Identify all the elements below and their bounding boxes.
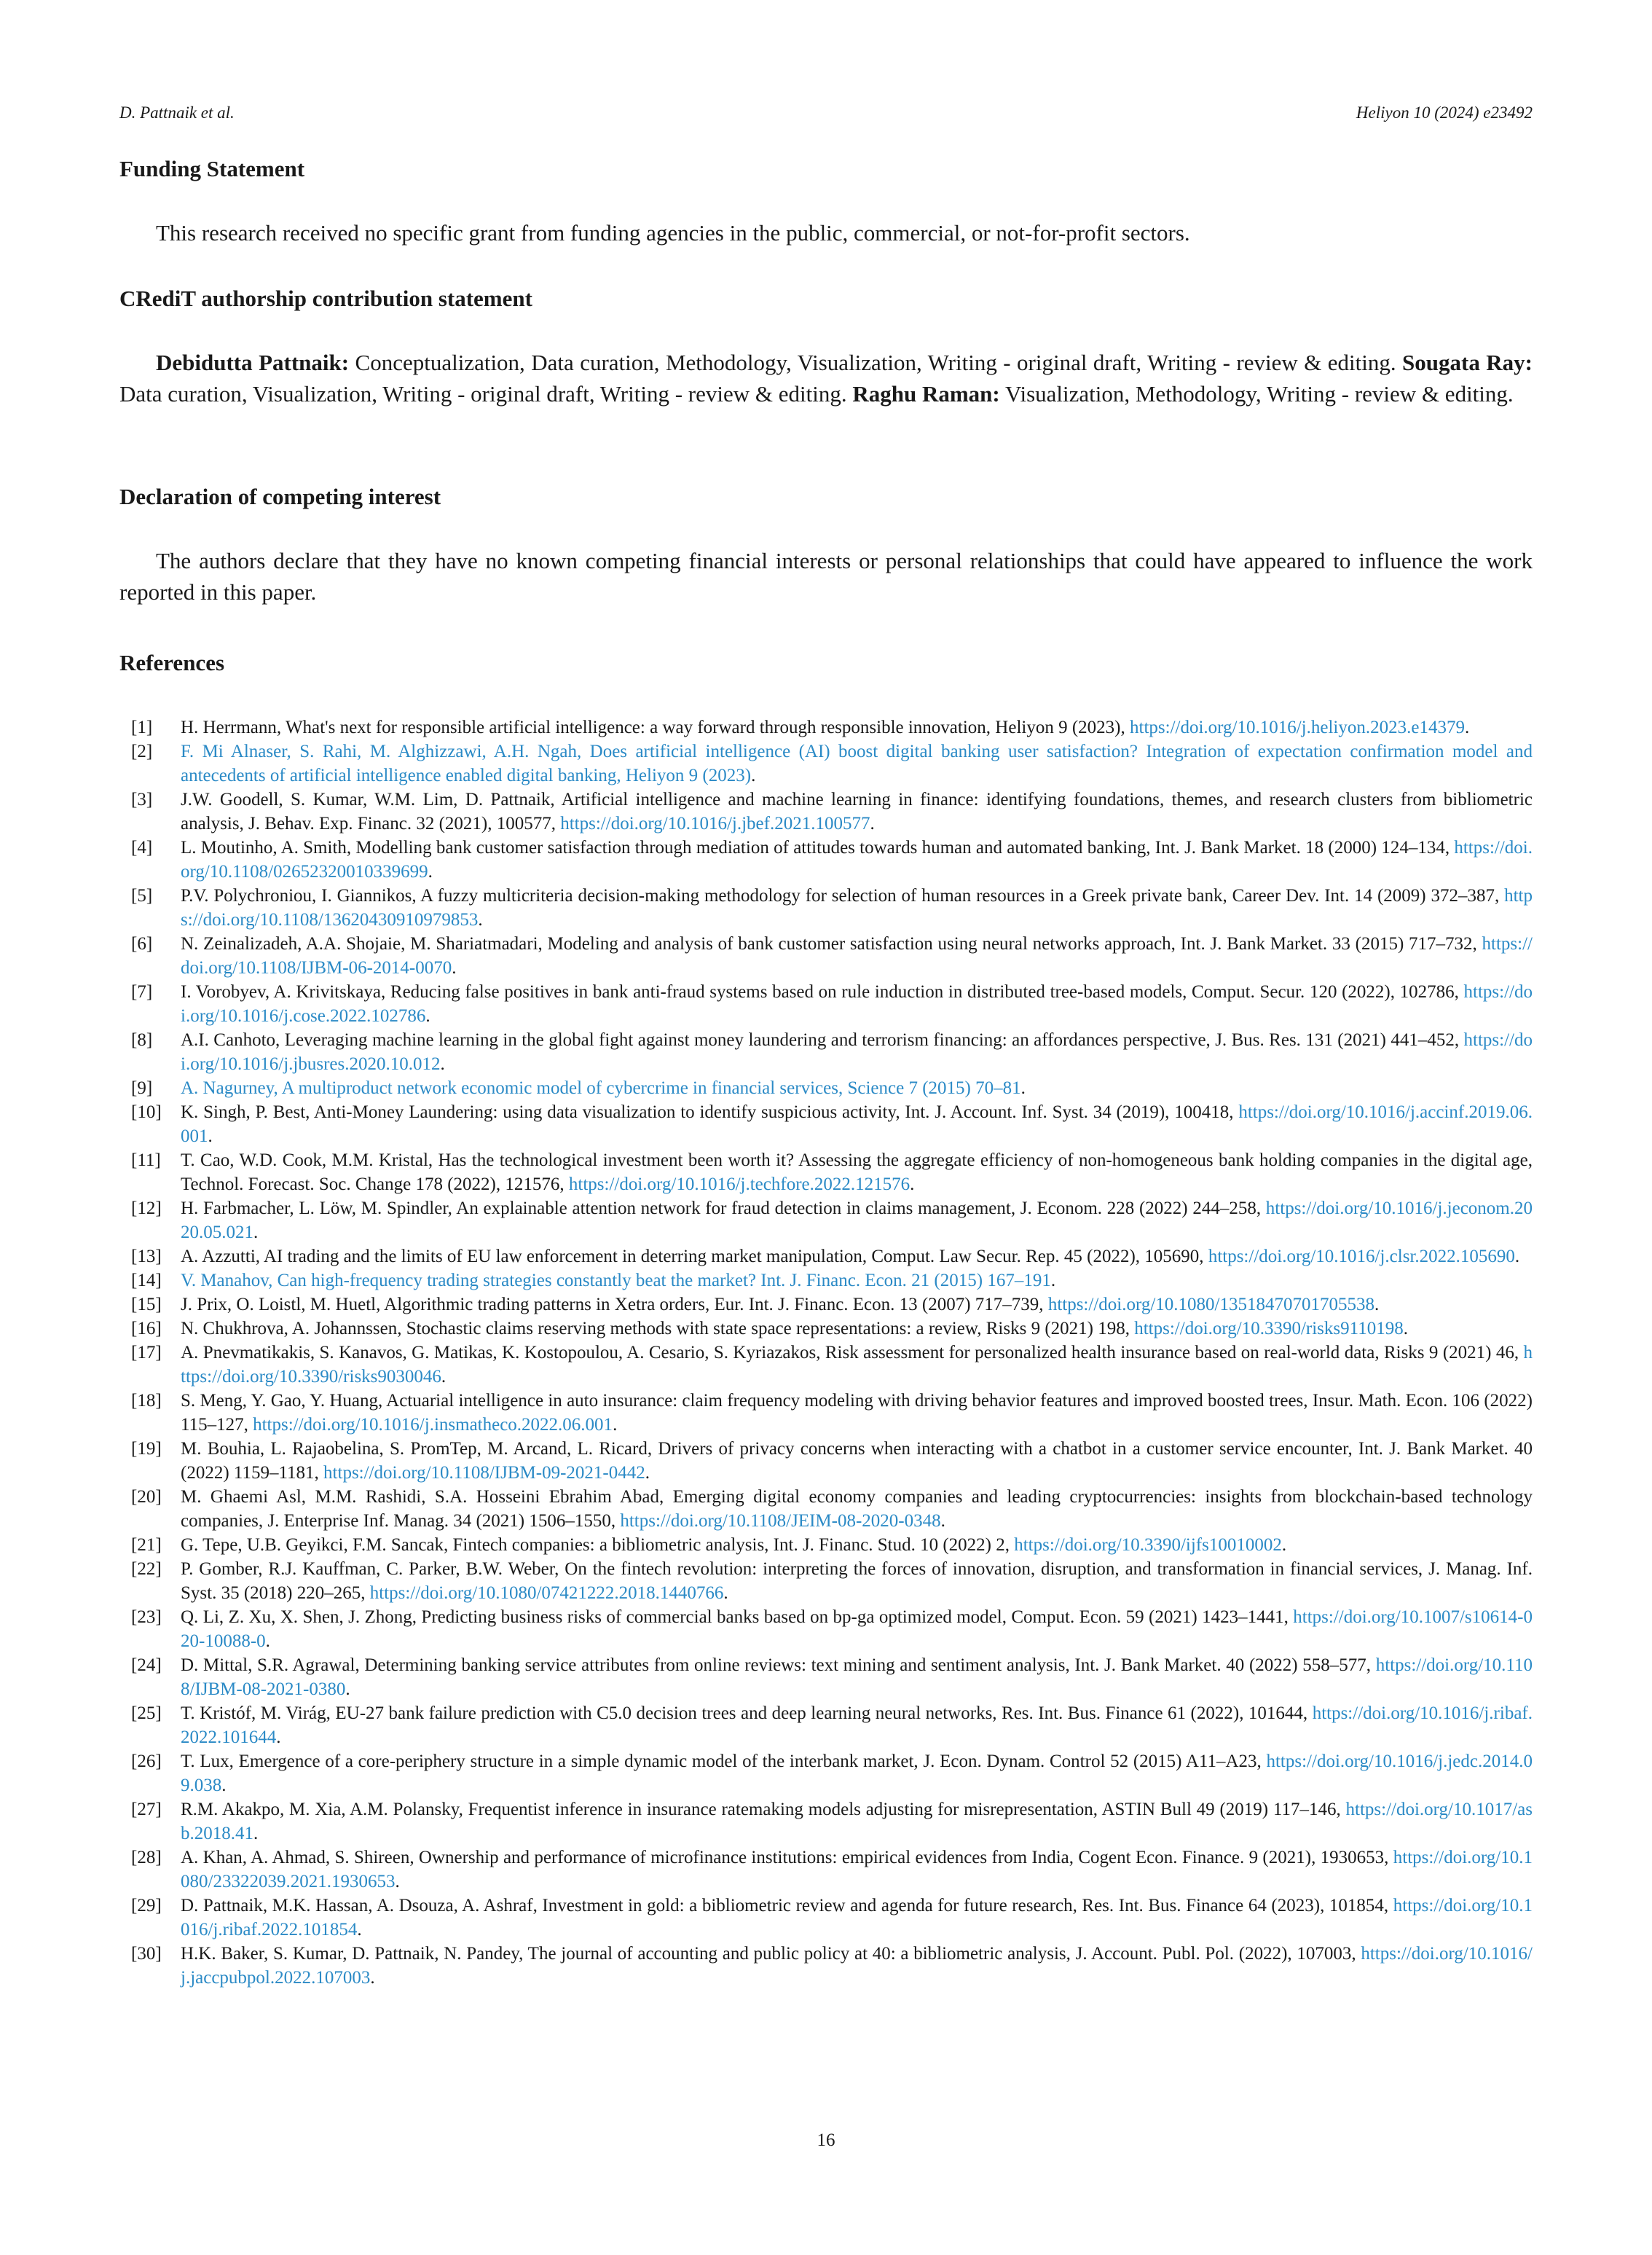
reference-text: P. Gomber, R.J. Kauffman, C. Parker, B.W. Weber, On the fintech revolution: interpreting the forces of innovation, disruption, and transformation in financial services, J. Manag. Inf. Syst. 35 (2018) 220–265, <box>181 1559 1533 1603</box>
reference-item <box>119 1894 1533 1942</box>
reference-number: [25] <box>131 1703 162 1723</box>
reference-link[interactable]: https://doi.org/10.1108/13620430910979853 <box>181 886 1533 930</box>
reference-link[interactable]: https://doi.org/10.1016/j.cose.2022.102786 <box>181 982 1533 1026</box>
reference-text: H. Herrmann, What's next for responsible artificial intelligence: a way forward through responsible innovation, Heliyon 9 (2023), <box>181 718 1130 737</box>
reference-tail: . <box>940 1511 945 1531</box>
reference-link[interactable]: A. Nagurney, A multiproduct network economic model of cybercrime in financial services, Science 7 (2015) 70–81 <box>181 1078 1021 1098</box>
reference-link[interactable]: V. Manahov, Can high-frequency trading strategies constantly beat the market? Int. J. Financ. Econ. 21 (2015) 167–191 <box>181 1271 1051 1290</box>
reference-number: [20] <box>131 1487 162 1507</box>
reference-link[interactable]: https://doi.org/10.1108/IJBM-06-2014-0070 <box>181 934 1533 978</box>
reference-tail: . <box>478 910 483 930</box>
reference-item <box>119 1100 1533 1148</box>
author-2-roles: Data curation, Visualization, Writing - original draft, Writing - review & editing. <box>119 381 853 407</box>
reference-text: J.W. Goodell, S. Kumar, W.M. Lim, D. Pattnaik, Artificial intelligence and machine learning in finance: identifying foundations, themes, and research clusters from bibliometric analysis, J. Behav. Exp. Financ. 32 (2021), 100577, <box>181 790 1533 834</box>
reference-item <box>119 1293 1533 1317</box>
reference-item <box>119 1437 1533 1485</box>
reference-tail: . <box>1020 1078 1026 1098</box>
credit-text <box>119 347 1533 409</box>
reference-number: [26] <box>131 1752 162 1771</box>
author-3-roles: Visualization, Methodology, Writing - review & editing. <box>999 381 1514 407</box>
reference-tail: . <box>441 1367 447 1387</box>
funding-text: This research received no specific grant from funding agencies in the public, commercial, or not-for-profit sectors. <box>156 220 1190 246</box>
reference-tail: . <box>1403 1319 1408 1338</box>
reference-item <box>119 1028 1533 1076</box>
reference-link[interactable]: https://doi.org/10.1016/j.heliyon.2023.e14379 <box>1130 718 1465 737</box>
reference-tail: . <box>1050 1271 1056 1290</box>
reference-number: [29] <box>131 1896 162 1915</box>
reference-link[interactable]: https://doi.org/10.1108/IJBM-08-2021-0380 <box>181 1655 1533 1699</box>
reference-tail: . <box>370 1968 375 1988</box>
reference-link[interactable]: https://doi.org/10.1016/j.jbusres.2020.10.012 <box>181 1030 1533 1074</box>
reference-text: T. Lux, Emergence of a core-periphery structure in a simple dynamic model of the interbank market, J. Econ. Dynam. Control 52 (2015) A11–A23, <box>181 1752 1267 1771</box>
reference-number: [17] <box>131 1343 162 1362</box>
reference-link[interactable]: https://doi.org/10.1016/j.jaccpubpol.2022.107003 <box>181 1944 1533 1988</box>
reference-item <box>119 1797 1533 1846</box>
reference-number: [14] <box>131 1271 162 1290</box>
reference-item <box>119 1196 1533 1244</box>
reference-tail: . <box>425 1006 430 1026</box>
reference-tail: . <box>910 1174 915 1194</box>
reference-text: G. Tepe, U.B. Geyikci, F.M. Sancak, Fintech companies: a bibliometric analysis, Int. J. Financ. Stud. 10 (2022) 2, <box>181 1535 1015 1555</box>
reference-number: [8] <box>131 1030 153 1050</box>
reference-tail: . <box>723 1583 728 1603</box>
reference-link[interactable]: https://doi.org/10.3390/ijfs10010002 <box>1014 1535 1282 1555</box>
reference-link[interactable]: https://doi.org/10.1007/s10614-020-10088-0 <box>181 1607 1533 1651</box>
reference-number: [1] <box>131 718 153 737</box>
reference-text: D. Mittal, S.R. Agrawal, Determining banking service attributes from online reviews: text mining and sentiment analysis, Int. J. Bank Market. 40 (2022) 558–577, <box>181 1655 1376 1675</box>
reference-tail: . <box>253 1223 259 1242</box>
reference-item <box>119 1846 1533 1894</box>
reference-number: [27] <box>131 1800 162 1819</box>
reference-text: N. Zeinalizadeh, A.A. Shojaie, M. Shariatmadari, Modeling and analysis of bank customer satisfaction using neural networks approach, Int. J. Bank Market. 33 (2015) 717–732, <box>181 934 1482 954</box>
credit-heading: CRediT authorship contribution statement <box>119 286 532 311</box>
reference-item <box>119 715 1533 740</box>
reference-item <box>119 1942 1533 1990</box>
reference-item <box>119 1148 1533 1196</box>
reference-list <box>119 715 1533 1990</box>
reference-tail: . <box>345 1679 350 1699</box>
author-1-roles: Conceptualization, Data curation, Methodology, Visualization, Writing - original draft, Writing - review & editing. <box>349 350 1403 375</box>
reference-text: M. Ghaemi Asl, M.M. Rashidi, S.A. Hosseini Ebrahim Abad, Emerging digital economy companies and leading cryptocurrencies: insights from blockchain-based technology companies, J. Enterprise Inf. Manag. 34 (2021) 1506–1550, <box>181 1487 1533 1531</box>
reference-number: [13] <box>131 1247 162 1266</box>
reference-text: A. Azzutti, AI trading and the limits of EU law enforcement in deterring market manipulation, Comput. Law Secur. Rep. 45 (2022), 105690, <box>181 1247 1208 1266</box>
reference-tail: . <box>208 1126 213 1146</box>
reference-number: [11] <box>131 1150 161 1170</box>
reference-item <box>119 1749 1533 1797</box>
reference-link[interactable]: https://doi.org/10.1016/j.jedc.2014.09.038 <box>181 1752 1533 1795</box>
reference-number: [7] <box>131 982 153 1002</box>
reference-tail: . <box>1281 1535 1287 1555</box>
header-journal: Heliyon 10 (2024) e23492 <box>1356 103 1533 122</box>
reference-number: [19] <box>131 1439 162 1459</box>
reference-number: [10] <box>131 1102 162 1122</box>
reference-tail: . <box>1374 1295 1380 1314</box>
reference-link[interactable]: https://doi.org/10.1108/JEIM-08-2020-0348 <box>620 1511 941 1531</box>
references-heading: References <box>119 650 225 675</box>
reference-link[interactable]: https://doi.org/10.1016/j.jeconom.2020.05.021 <box>181 1199 1533 1242</box>
reference-number: [18] <box>131 1391 162 1411</box>
reference-item <box>119 1485 1533 1533</box>
reference-link[interactable]: https://doi.org/10.1017/asb.2018.41 <box>181 1800 1533 1843</box>
reference-item <box>119 1533 1533 1557</box>
author-2-name: Sougata Ray: <box>1402 350 1533 375</box>
reference-text: S. Meng, Y. Gao, Y. Huang, Actuarial intelligence in auto insurance: claim frequency modeling with driving behavior features and improved boosted trees, Insur. Math. Econ. 106 (2022) 115–127, <box>181 1391 1533 1435</box>
page-number: 16 <box>817 2130 835 2150</box>
reference-link[interactable]: https://doi.org/10.1016/j.jbef.2021.100577 <box>560 814 870 834</box>
header-authors: D. Pattnaik et al. <box>119 103 235 122</box>
reference-tail: . <box>265 1631 270 1651</box>
reference-item <box>119 932 1533 980</box>
reference-number: [3] <box>131 790 153 809</box>
reference-number: [28] <box>131 1848 162 1867</box>
reference-item <box>119 1653 1533 1701</box>
reference-number: [2] <box>131 742 153 761</box>
reference-link[interactable]: https://doi.org/10.1108/IJBM-09-2021-0442 <box>323 1463 645 1483</box>
reference-link[interactable]: https://doi.org/10.1080/13518470701705538 <box>1047 1295 1374 1314</box>
reference-link[interactable]: F. Mi Alnaser, S. Rahi, M. Alghizzawi, A.H. Ngah, Does artificial intelligence (AI) boost digital banking user satisfaction? Integration of expectation confirmation model and antecedents of artificial intelligence enabled digital banking, Heliyon 9 (2023) <box>181 742 1533 785</box>
reference-link[interactable]: https://doi.org/10.1108/02652320010339699 <box>181 838 1533 882</box>
reference-tail: . <box>357 1920 362 1940</box>
reference-text: Q. Li, Z. Xu, X. Shen, J. Zhong, Predicting business risks of commercial banks based on bp-ga optimized model, Comput. Econ. 59 (2021) 1423–1441, <box>181 1607 1294 1627</box>
reference-item <box>119 1389 1533 1437</box>
reference-text: P.V. Polychroniou, I. Giannikos, A fuzzy multicriteria decision-making methodology for selection of human resources in a Greek private bank, Career Dev. Int. 14 (2009) 372–387, <box>181 886 1505 906</box>
reference-number: [4] <box>131 838 153 858</box>
reference-number: [24] <box>131 1655 162 1675</box>
reference-number: [30] <box>131 1944 162 1964</box>
reference-text: A.I. Canhoto, Leveraging machine learning in the global fight against money laundering and terrorism financing: an affordances perspective, J. Bus. Res. 131 (2021) 441–452, <box>181 1030 1464 1050</box>
reference-text: D. Pattnaik, M.K. Hassan, A. Dsouza, A. Ashraf, Investment in gold: a bibliometric review and agenda for future research, Res. Int. Bus. Finance 64 (2023), 101854, <box>181 1896 1393 1915</box>
reference-tail: . <box>428 862 433 882</box>
reference-item <box>119 788 1533 836</box>
reference-number: [21] <box>131 1535 162 1555</box>
reference-text: M. Bouhia, L. Rajaobelina, S. PromTep, M. Arcand, L. Ricard, Drivers of privacy concerns when interacting with a chatbot in a customer service encounter, Int. J. Bank Market. 40 (2022) 1159–1181, <box>181 1439 1533 1483</box>
reference-tail: . <box>1514 1247 1520 1266</box>
reference-number: [9] <box>131 1078 153 1098</box>
reference-text: T. Cao, W.D. Cook, M.M. Kristal, Has the technological investment been worth it? Assessing the aggregate efficiency of non-homogeneous bank holding companies in the digital age, Technol. Forecast. Soc. Change 178 (2022), 121576, <box>181 1150 1533 1194</box>
reference-item <box>119 1317 1533 1341</box>
reference-link[interactable]: https://doi.org/10.1016/j.accinf.2019.06.001 <box>181 1102 1533 1146</box>
reference-item <box>119 1268 1533 1293</box>
reference-tail: . <box>221 1776 227 1795</box>
reference-tail: . <box>253 1824 259 1843</box>
reference-number: [16] <box>131 1319 162 1338</box>
reference-text: L. Moutinho, A. Smith, Modelling bank customer satisfaction through mediation of attitudes towards human and automated banking, Int. J. Bank Market. 18 (2000) 124–134, <box>181 838 1455 858</box>
reference-text: H. Farbmacher, L. Löw, M. Spindler, An explainable attention network for fraud detection in claims management, J. Econom. 228 (2022) 244–258, <box>181 1199 1266 1218</box>
reference-item <box>119 1557 1533 1605</box>
reference-tail: . <box>613 1415 618 1435</box>
reference-text: I. Vorobyev, A. Krivitskaya, Reducing false positives in bank anti-fraud systems based on rule induction in distributed tree-based models, Comput. Secur. 120 (2022), 102786, <box>181 982 1464 1002</box>
reference-number: [23] <box>131 1607 162 1627</box>
competing-heading: Declaration of competing interest <box>119 484 441 509</box>
reference-text: R.M. Akakpo, M. Xia, A.M. Polansky, Frequentist inference in insurance ratemaking models adjusting for misrepresentation, ASTIN Bull 49 (2019) 117–146, <box>181 1800 1346 1819</box>
reference-link[interactable]: https://doi.org/10.1016/j.insmatheco.2022.06.001 <box>253 1415 613 1435</box>
reference-link[interactable]: https://doi.org/10.1080/07421222.2018.1440766 <box>369 1583 724 1603</box>
reference-item <box>119 740 1533 788</box>
reference-item <box>119 884 1533 932</box>
reference-number: [12] <box>131 1199 162 1218</box>
reference-link[interactable]: https://doi.org/10.3390/risks9030046 <box>181 1343 1533 1387</box>
reference-text: A. Khan, A. Ahmad, S. Shireen, Ownership and performance of microfinance institutions: empirical evidences from India, Cogent Econ. Finance. 9 (2021), 1930653, <box>181 1848 1393 1867</box>
competing-text: The authors declare that they have no known competing financial interests or personal relationships that could have appeared to influence the work reported in this paper. <box>119 548 1533 605</box>
reference-tail: . <box>751 766 756 785</box>
author-1-name: Debidutta Pattnaik: <box>156 350 350 375</box>
reference-tail: . <box>276 1727 281 1747</box>
reference-item <box>119 1076 1533 1100</box>
reference-link[interactable]: https://doi.org/10.1016/j.clsr.2022.105690 <box>1208 1247 1515 1266</box>
reference-text: N. Chukhrova, A. Johannssen, Stochastic claims reserving methods with state space representations: a review, Risks 9 (2021) 198, <box>181 1319 1135 1338</box>
reference-tail: . <box>1464 718 1470 737</box>
reference-number: [15] <box>131 1295 162 1314</box>
reference-item <box>119 1244 1533 1268</box>
reference-item <box>119 980 1533 1028</box>
reference-link[interactable]: https://doi.org/10.3390/risks9110198 <box>1134 1319 1404 1338</box>
reference-link[interactable]: https://doi.org/10.1016/j.ribaf.2022.101854 <box>181 1896 1533 1940</box>
funding-heading: Funding Statement <box>119 156 305 181</box>
reference-link[interactable]: https://doi.org/10.1080/23322039.2021.1930653 <box>181 1848 1533 1891</box>
reference-text: K. Singh, P. Best, Anti-Money Laundering: using data visualization to identify suspicious activity, Int. J. Account. Inf. Syst. 34 (2019), 100418, <box>181 1102 1239 1122</box>
reference-item <box>119 836 1533 884</box>
author-3-name: Raghu Raman: <box>852 381 1000 407</box>
reference-text: H.K. Baker, S. Kumar, D. Pattnaik, N. Pandey, The journal of accounting and public policy at 40: a bibliometric analysis, J. Account. Publ. Pol. (2022), 107003, <box>181 1944 1361 1964</box>
reference-number: [22] <box>131 1559 162 1579</box>
reference-tail: . <box>395 1872 400 1891</box>
reference-text: T. Kristóf, M. Virág, EU-27 bank failure prediction with C5.0 decision trees and deep learning neural networks, Res. Int. Bus. Finance 61 (2022), 101644, <box>181 1703 1313 1723</box>
reference-tail: . <box>645 1463 650 1483</box>
reference-item <box>119 1605 1533 1653</box>
reference-link[interactable]: https://doi.org/10.1016/j.techfore.2022.121576 <box>568 1174 910 1194</box>
reference-text: A. Pnevmatikakis, S. Kanavos, G. Matikas, K. Kostopoulou, A. Cesario, S. Kyriazakos, Risk assessment for personalized health insurance based on real-world data, Risks 9 (2021) 46, <box>181 1343 1524 1362</box>
reference-number: [5] <box>131 886 153 906</box>
reference-tail: . <box>452 958 457 978</box>
reference-text: J. Prix, O. Loistl, M. Huetl, Algorithmic trading patterns in Xetra orders, Eur. Int. J. Financ. Econ. 13 (2007) 717–739, <box>181 1295 1048 1314</box>
reference-number: [6] <box>131 934 153 954</box>
reference-tail: . <box>870 814 875 834</box>
reference-item <box>119 1701 1533 1749</box>
reference-tail: . <box>440 1054 445 1074</box>
reference-link[interactable]: https://doi.org/10.1016/j.ribaf.2022.101644 <box>181 1703 1533 1747</box>
reference-item <box>119 1341 1533 1389</box>
